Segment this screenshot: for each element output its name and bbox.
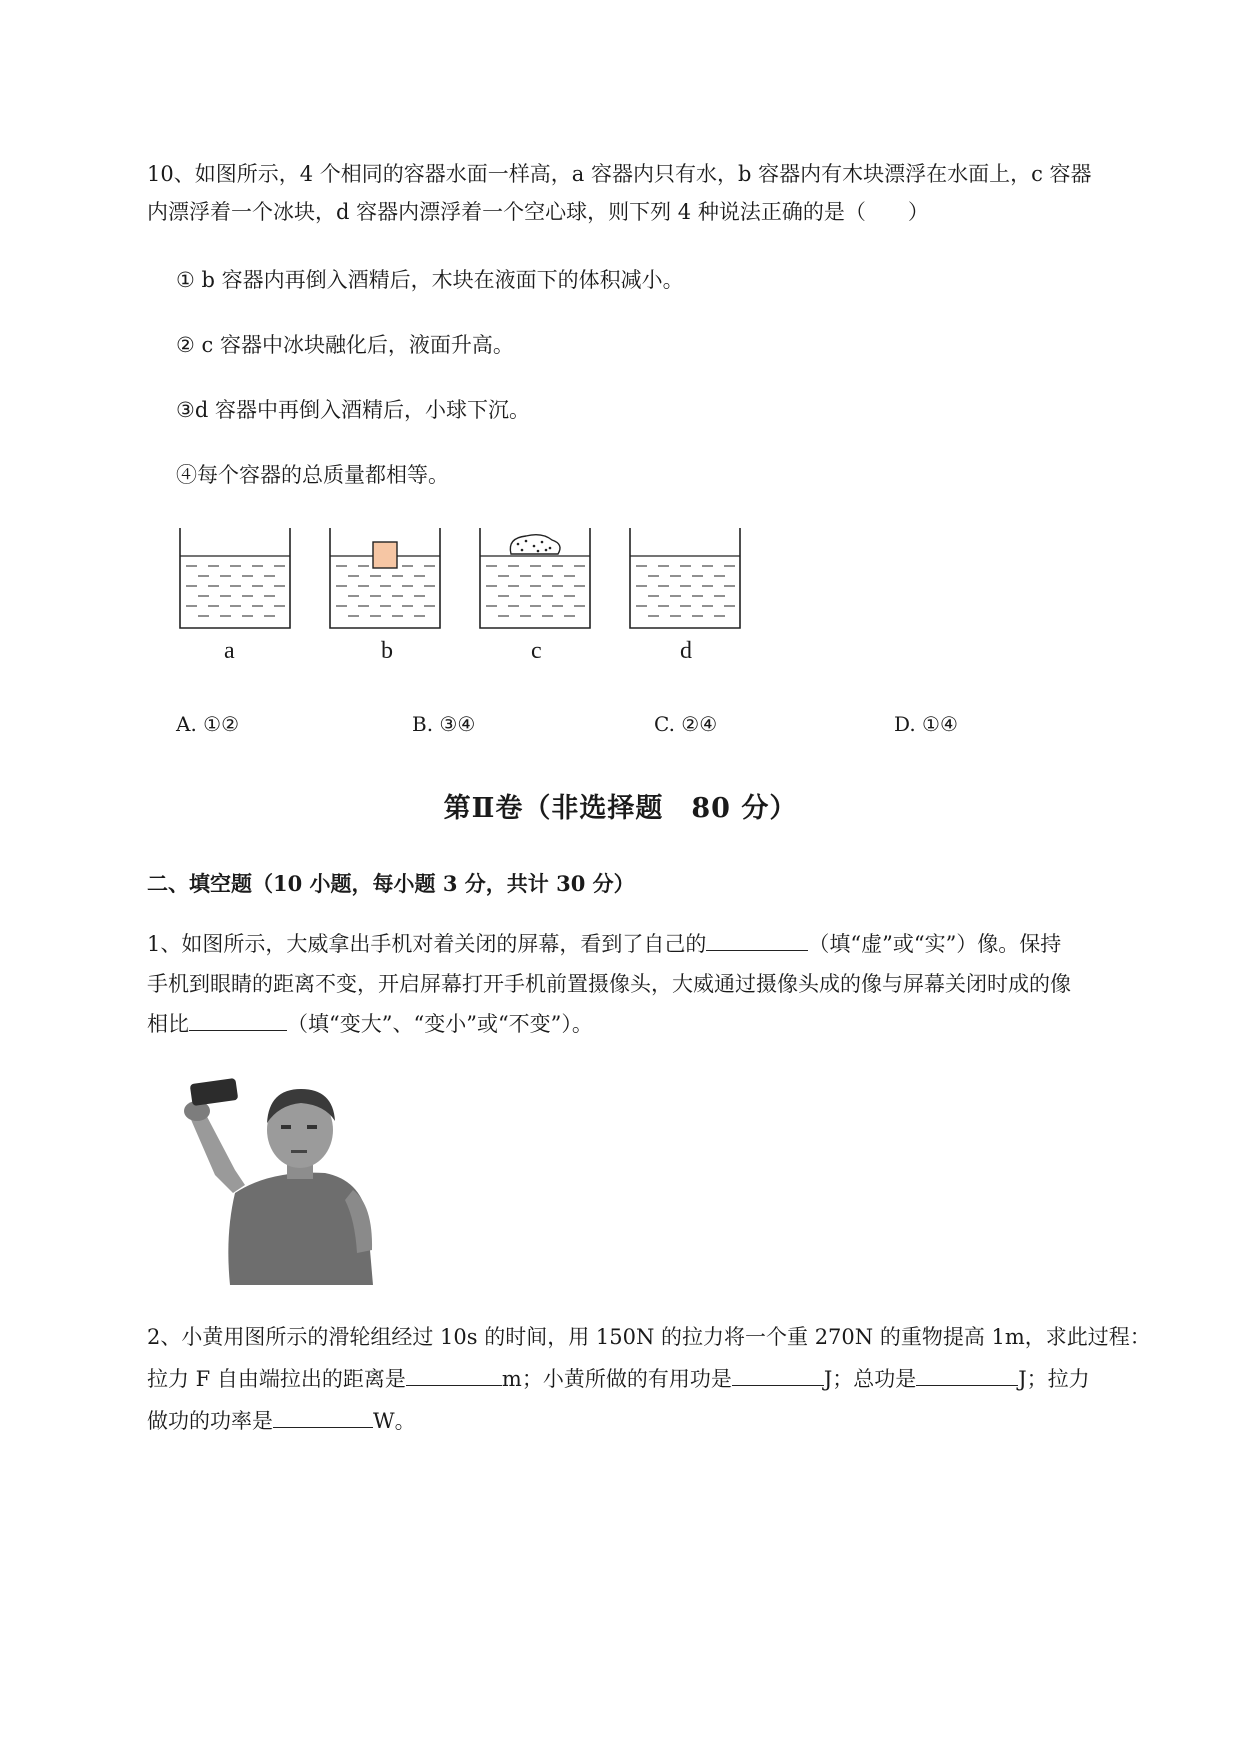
q10-stem-line1: 10、如图所示，4 个相同的容器水面一样高，a 容器内只有水，b 容器内有木块漂浮在水面上，c 容器 bbox=[147, 162, 1092, 186]
q1-line3-text-b: （填“变大”、“变小”或“不变”）。 bbox=[287, 1012, 593, 1036]
q1-line2: 手机到眼睛的距离不变，开启屏幕打开手机前置摄像头，大威通过摄像头成的像与屏幕关闭时成的像 bbox=[147, 972, 1071, 996]
q2-answer-blank-distance[interactable] bbox=[406, 1365, 502, 1386]
figure-label-d: d bbox=[680, 638, 692, 664]
q2-line2 bbox=[147, 1363, 1090, 1393]
q2-line2-text-c: J；总功是 bbox=[823, 1367, 917, 1391]
q1-answer-blank-2[interactable] bbox=[189, 1010, 287, 1031]
q2-line2-text-b: m；小黄所做的有用功是 bbox=[501, 1367, 732, 1391]
q2-line3 bbox=[147, 1405, 416, 1435]
q10-statement-4: ④每个容器的总质量都相等。 bbox=[176, 463, 449, 487]
selfie-photo bbox=[175, 1075, 390, 1285]
figure-label-c: c bbox=[531, 638, 542, 664]
q2-line2-text-d: J；拉力 bbox=[1018, 1367, 1090, 1391]
figure-label-a: a bbox=[224, 638, 235, 664]
q1-answer-blank-1[interactable] bbox=[706, 930, 808, 951]
q2-line2-text-a: 拉力 F 自由端拉出的距离是 bbox=[147, 1367, 406, 1391]
q1-line1-text-b: （填“虚”或“实”）像。保持 bbox=[808, 932, 1062, 956]
q10-option-c[interactable]: C. ②④ bbox=[654, 712, 718, 736]
container-d bbox=[630, 528, 740, 628]
q10-statement-1: ① b 容器内再倒入酒精后，木块在液面下的体积减小。 bbox=[176, 268, 684, 292]
wood-block bbox=[373, 542, 397, 568]
section-subtitle: 二、填空题（10 小题，每小题 3 分，共计 30 分） bbox=[147, 871, 635, 896]
q2-line1: 2、小黄用图所示的滑轮组经过 10s 的时间，用 150N 的拉力将一个重 270N 的重物提高 1m，求此过程： bbox=[147, 1325, 1151, 1349]
q1-line1 bbox=[147, 928, 1061, 958]
q10-statement-3: ③d 容器中再倒入酒精后，小球下沉。 bbox=[176, 398, 530, 422]
q1-line1-text-a: 1、如图所示，大威拿出手机对着关闭的屏幕，看到了自己的 bbox=[147, 932, 707, 956]
section-title: 第Ⅱ卷（非选择题 80 分） bbox=[443, 793, 798, 824]
q2-answer-blank-power[interactable] bbox=[273, 1407, 373, 1428]
q10-statement-2: ② c 容器中冰块融化后，液面升高。 bbox=[176, 333, 514, 357]
container-a bbox=[180, 528, 290, 628]
containers-figure bbox=[170, 520, 770, 640]
q2-line3-text-b: W。 bbox=[373, 1409, 416, 1433]
q2-line3-text-a: 做功的功率是 bbox=[147, 1409, 273, 1433]
q2-answer-blank-total-work[interactable] bbox=[916, 1365, 1018, 1386]
q10-stem-line2: 内漂浮着一个冰块，d 容器内漂浮着一个空心球，则下列 4 种说法正确的是（ ） bbox=[147, 200, 929, 224]
q1-line3-text-a: 相比 bbox=[147, 1012, 189, 1036]
q10-option-a[interactable]: A. ①② bbox=[176, 712, 240, 736]
q10-option-d[interactable]: D. ①④ bbox=[894, 712, 958, 736]
q2-answer-blank-useful-work[interactable] bbox=[732, 1365, 824, 1386]
figure-label-b: b bbox=[381, 638, 393, 664]
q1-line3 bbox=[147, 1008, 593, 1038]
q10-option-b[interactable]: B. ③④ bbox=[412, 712, 476, 736]
